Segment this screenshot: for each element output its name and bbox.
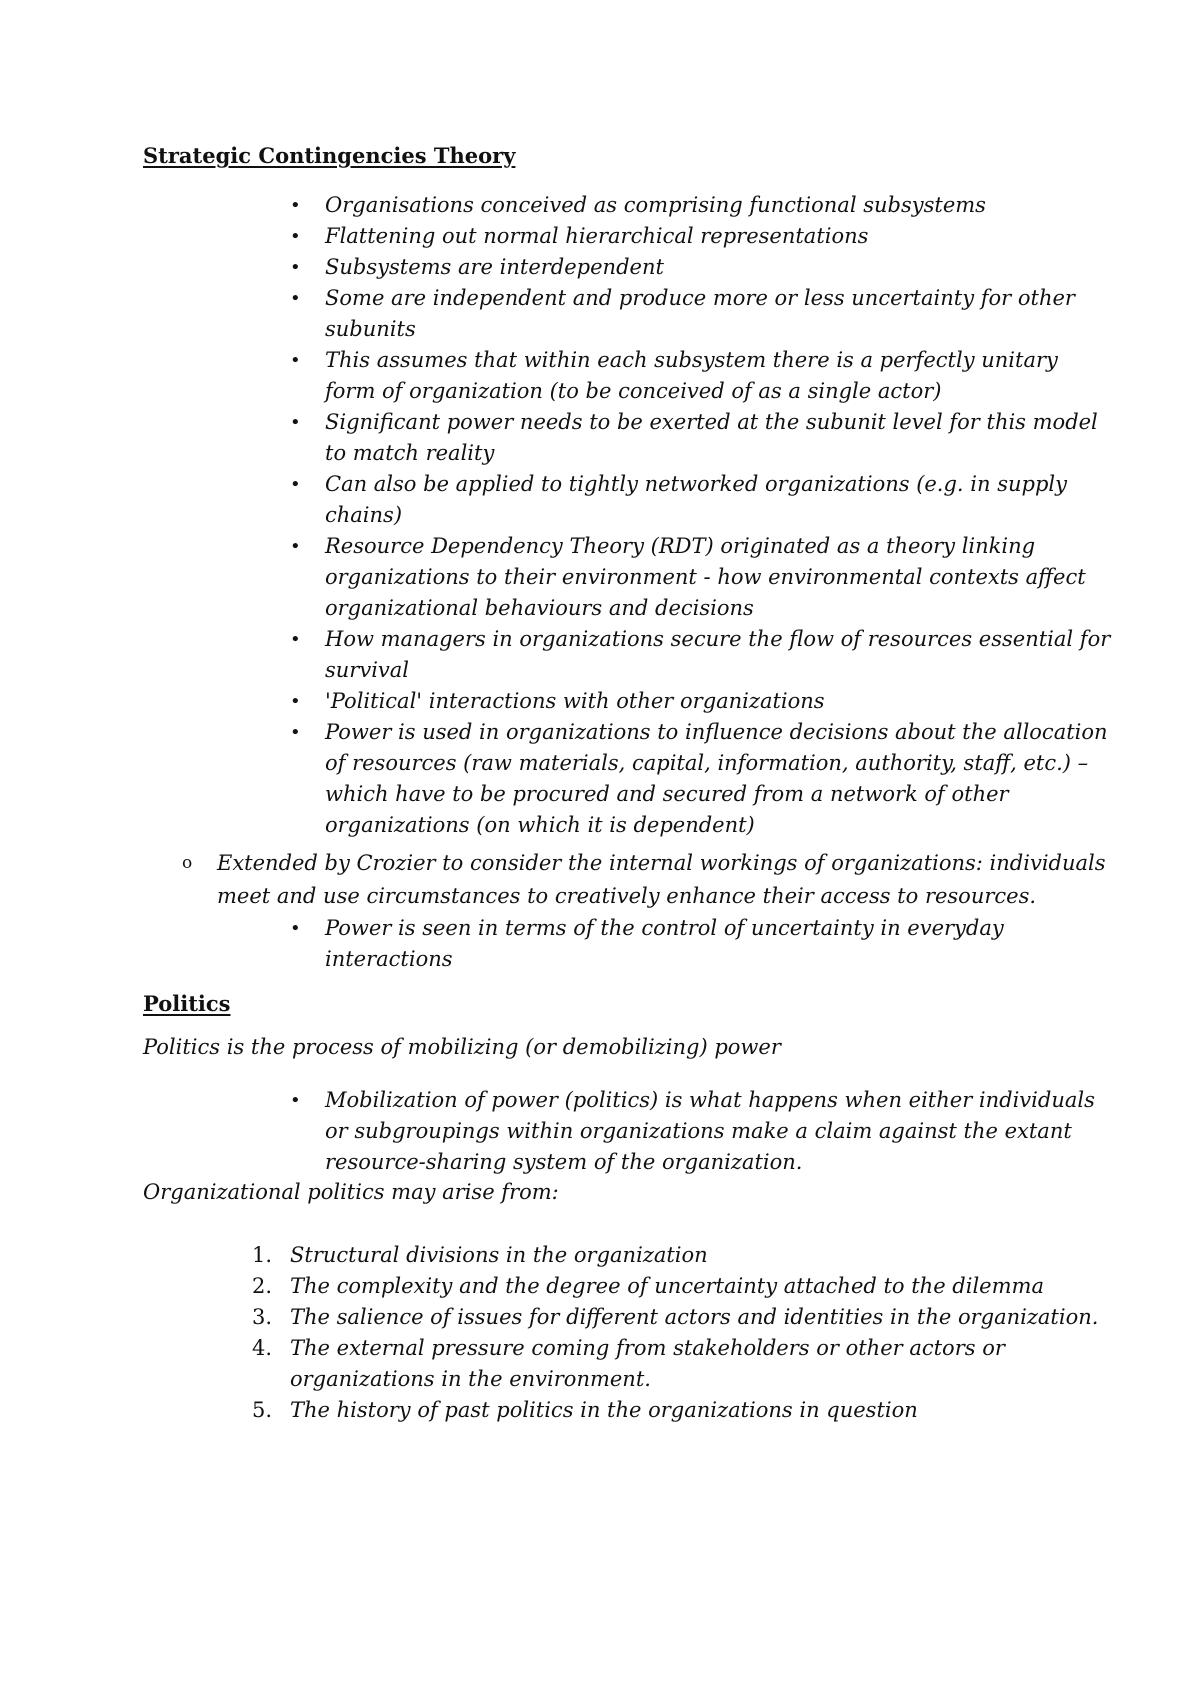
list-item-text-line: Structural divisions in the organization: [290, 1243, 708, 1267]
bullet-marker: •: [290, 722, 301, 743]
list-item-text-line: subunits: [325, 317, 416, 341]
bullet-marker: •: [290, 629, 301, 650]
list-number: 4.: [252, 1336, 273, 1360]
list-item-text-line: organizations to their environment - how environmental contexts affect: [325, 565, 1086, 589]
bullet-marker: •: [290, 536, 301, 557]
list-item-text-line: Subsystems are interdependent: [325, 255, 664, 279]
list-item-text-line: which have to be procured and secured from a network of other: [325, 782, 1009, 806]
bullet-marker: •: [290, 412, 301, 433]
bullet-marker: •: [290, 918, 301, 939]
list-item-text-line: Can also be applied to tightly networked organizations (e.g. in supply: [325, 472, 1067, 496]
bullet-marker: •: [290, 195, 301, 216]
list-item-text-line: chains): [325, 503, 403, 527]
list-number: 1.: [252, 1243, 273, 1267]
list-number: 3.: [252, 1305, 273, 1329]
list-item-text-line: Power is seen in terms of the control of uncertainty in everyday: [325, 916, 1004, 940]
list-item-text-line: Organisations conceived as comprising functional subsystems: [325, 193, 986, 217]
bullet-marker: •: [290, 350, 301, 371]
list-item-text-line: 'Political' interactions with other organizations: [325, 689, 825, 713]
list-item-text-line: organizational behaviours and decisions: [325, 596, 754, 620]
list-number: 2.: [252, 1274, 273, 1298]
organizational-politics-intro: Organizational politics may arise from:: [143, 1180, 559, 1204]
bullet-marker: •: [290, 226, 301, 247]
list-item-text-line: Mobilization of power (politics) is what happens when either individuals: [325, 1088, 1095, 1112]
list-item-text-line: to match reality: [325, 441, 495, 465]
bullet-marker: •: [290, 691, 301, 712]
list-item-text-line: meet and use circumstances to creatively enhance their access to resources.: [217, 884, 1037, 908]
list-item-text-line: Power is used in organizations to influence decisions about the allocation: [325, 720, 1108, 744]
list-item-text-line: interactions: [325, 947, 453, 971]
list-item-text-line: Significant power needs to be exerted at the subunit level for this model: [325, 410, 1098, 434]
list-item-text-line: The complexity and the degree of uncertainty attached to the dilemma: [290, 1274, 1044, 1298]
hollow-bullet-marker: o: [182, 853, 193, 873]
section-heading-strategic-contingencies: Strategic Contingencies Theory: [143, 143, 516, 168]
list-item-text-line: resource-sharing system of the organization.: [325, 1150, 803, 1174]
list-item-text-line: The salience of issues for different actors and identities in the organization.: [290, 1305, 1099, 1329]
list-item-text-line: This assumes that within each subsystem there is a perfectly unitary: [325, 348, 1058, 372]
list-item-text-line: How managers in organizations secure the flow of resources essential for: [325, 627, 1111, 651]
politics-definition: Politics is the process of mobilizing (or demobilizing) power: [143, 1035, 781, 1059]
bullet-marker: •: [290, 474, 301, 495]
list-item-text-line: survival: [325, 658, 410, 682]
list-item-text-line: or subgroupings within organizations make a claim against the extant: [325, 1119, 1072, 1143]
list-item-text-line: Extended by Crozier to consider the internal workings of organizations: individuals: [217, 851, 1106, 875]
bullet-marker: •: [290, 257, 301, 278]
bullet-marker: •: [290, 1090, 301, 1111]
list-item-text-line: organizations in the environment.: [290, 1367, 651, 1391]
list-item-text-line: Some are independent and produce more or less uncertainty for other: [325, 286, 1075, 310]
list-item-text-line: form of organization (to be conceived of as a single actor): [325, 379, 942, 403]
list-item-text-line: organizations (on which it is dependent): [325, 813, 755, 837]
section-heading-politics: Politics: [143, 991, 231, 1016]
bullet-marker: •: [290, 288, 301, 309]
list-number: 5.: [252, 1398, 273, 1422]
list-item-text-line: Flattening out normal hierarchical representations: [325, 224, 869, 248]
list-item-text-line: of resources (raw materials, capital, information, authority, staff, etc.) –: [325, 751, 1089, 775]
list-item-text-line: The history of past politics in the organizations in question: [290, 1398, 918, 1422]
list-item-text-line: Resource Dependency Theory (RDT) originated as a theory linking: [325, 534, 1036, 558]
list-item-text-line: The external pressure coming from stakeholders or other actors or: [290, 1336, 1005, 1360]
